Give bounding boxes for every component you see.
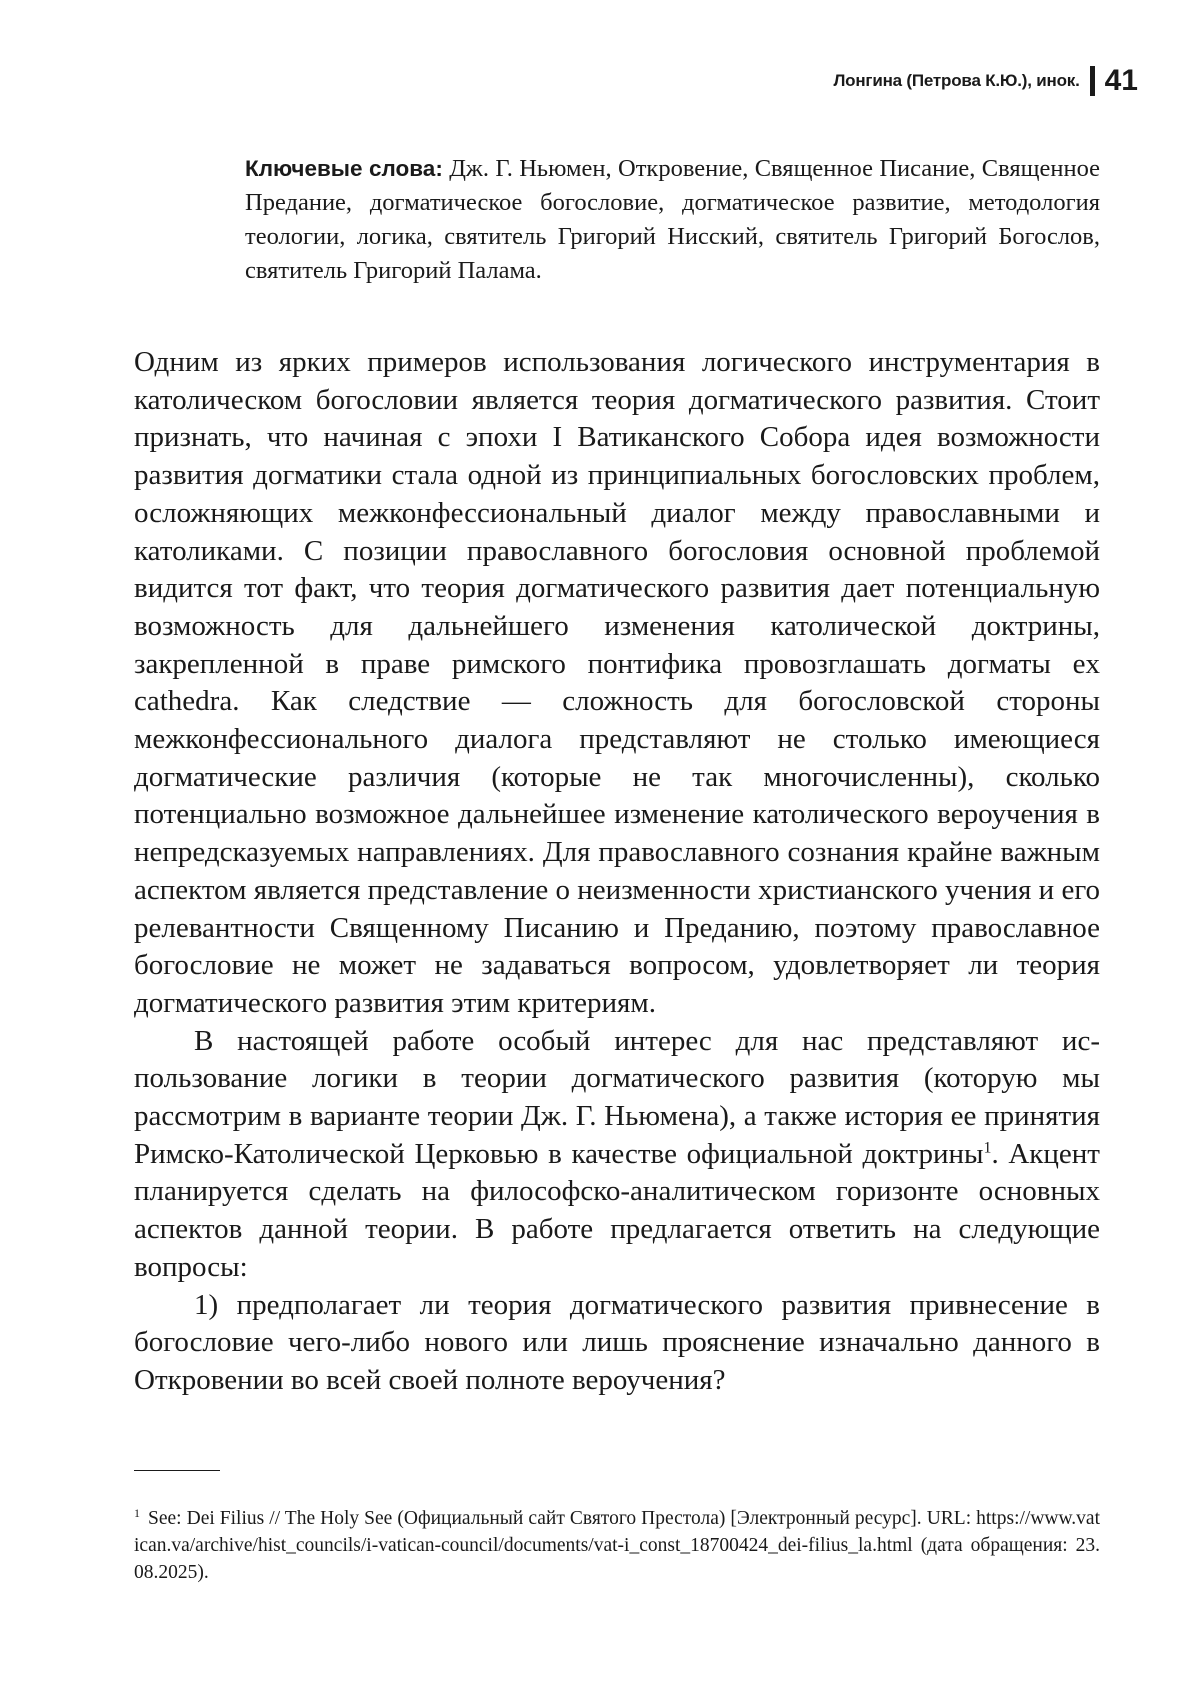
running-head-divider <box>1090 66 1095 96</box>
running-head <box>833 66 1138 96</box>
running-head-author: Лонгина (Петрова К.Ю.), инок. <box>833 71 1080 90</box>
paragraph-1: Одним из ярких примеров использования логического инструментария в католическом богословии является теория догматического развития. Стоит признать, что начиная с эпохи I Ватиканского Собора идея возможности развития догматики стала одной из принципиальных богословских проблем, осложняющих межконфессиональный диалог между православными и католиками. С позиции православного богословия основной проблемой видится тот факт, что теория догматического развития дает потенциальную возможность для дальнейшего изменения католической доктрины, закрепленной в праве римского понтифика провозглашать догматы ex cathedra. Как следствие — сложность для богословской стороны межконфессионального диалога представляют не столько имеющиеся догматические различия (которые не так многочисленны), сколько потенциально возможное дальнейшее изменение католического вероучения в непредсказуемых направлениях. Для православного сознания крайне важным аспектом является представление о неизменности христианского учения и его релевантности Священному Писанию и Преданию, поэтому православное богословие не может не задаваться вопросом, удовлетворяет ли теория догматического развития этим критериям. <box>134 346 1100 1019</box>
keywords-label: Ключевые слова: <box>245 156 443 181</box>
footnote <box>134 1505 1100 1586</box>
paragraph-2-text-a: В настоящей работе особый интерес для нас представляют использование логики в теории догматического развития (которую мы рассмотрим в варианте теории Дж. Г. Ньюмена), а также история ее принятия Римско-Католической Церковью в качестве официальной доктрины <box>134 1024 1100 1170</box>
footnote-separator <box>134 1470 220 1471</box>
page-number: 41 <box>1104 64 1138 97</box>
paragraph-2 <box>134 1023 1100 1287</box>
footnote-text: See: Dei Filius // The Holy See (Официальный сайт Святого Престола) [Электронный ресурс]. URL: https://www.vatican.va/archive/hist_councils/i-vatican-council/documents/vat-i_const_18700424_dei-filius_la.html (дата обращения: 23.08.2025). <box>134 1508 1100 1583</box>
main-text <box>134 344 1100 1400</box>
footnote-number: 1 <box>134 1505 140 1520</box>
paragraph-3: 1) предполагает ли теория догматического развития привнесение в богословие чего-либо нового или лишь прояснение изначально данного в Откровении во всей своей полноте вероучения? <box>134 1288 1100 1396</box>
footnote-reference[interactable]: 1 <box>983 1139 992 1157</box>
paragraph-2-text-b: . Акцент планируется сделать на философско-аналитическом горизонте основных аспектов данной теории. В работе предлагается ответить на следующие вопросы: <box>134 1137 1100 1283</box>
keywords-text: Дж. Г. Ньюмен, Откровение, Священное Писание, Священное Предание, догматическое богословие, догматическое развитие, методология теологии, логика, святитель Григорий Нисский, святитель Григорий Богослов, святитель Григорий Палама. <box>245 155 1100 284</box>
keywords-block <box>245 152 1100 288</box>
